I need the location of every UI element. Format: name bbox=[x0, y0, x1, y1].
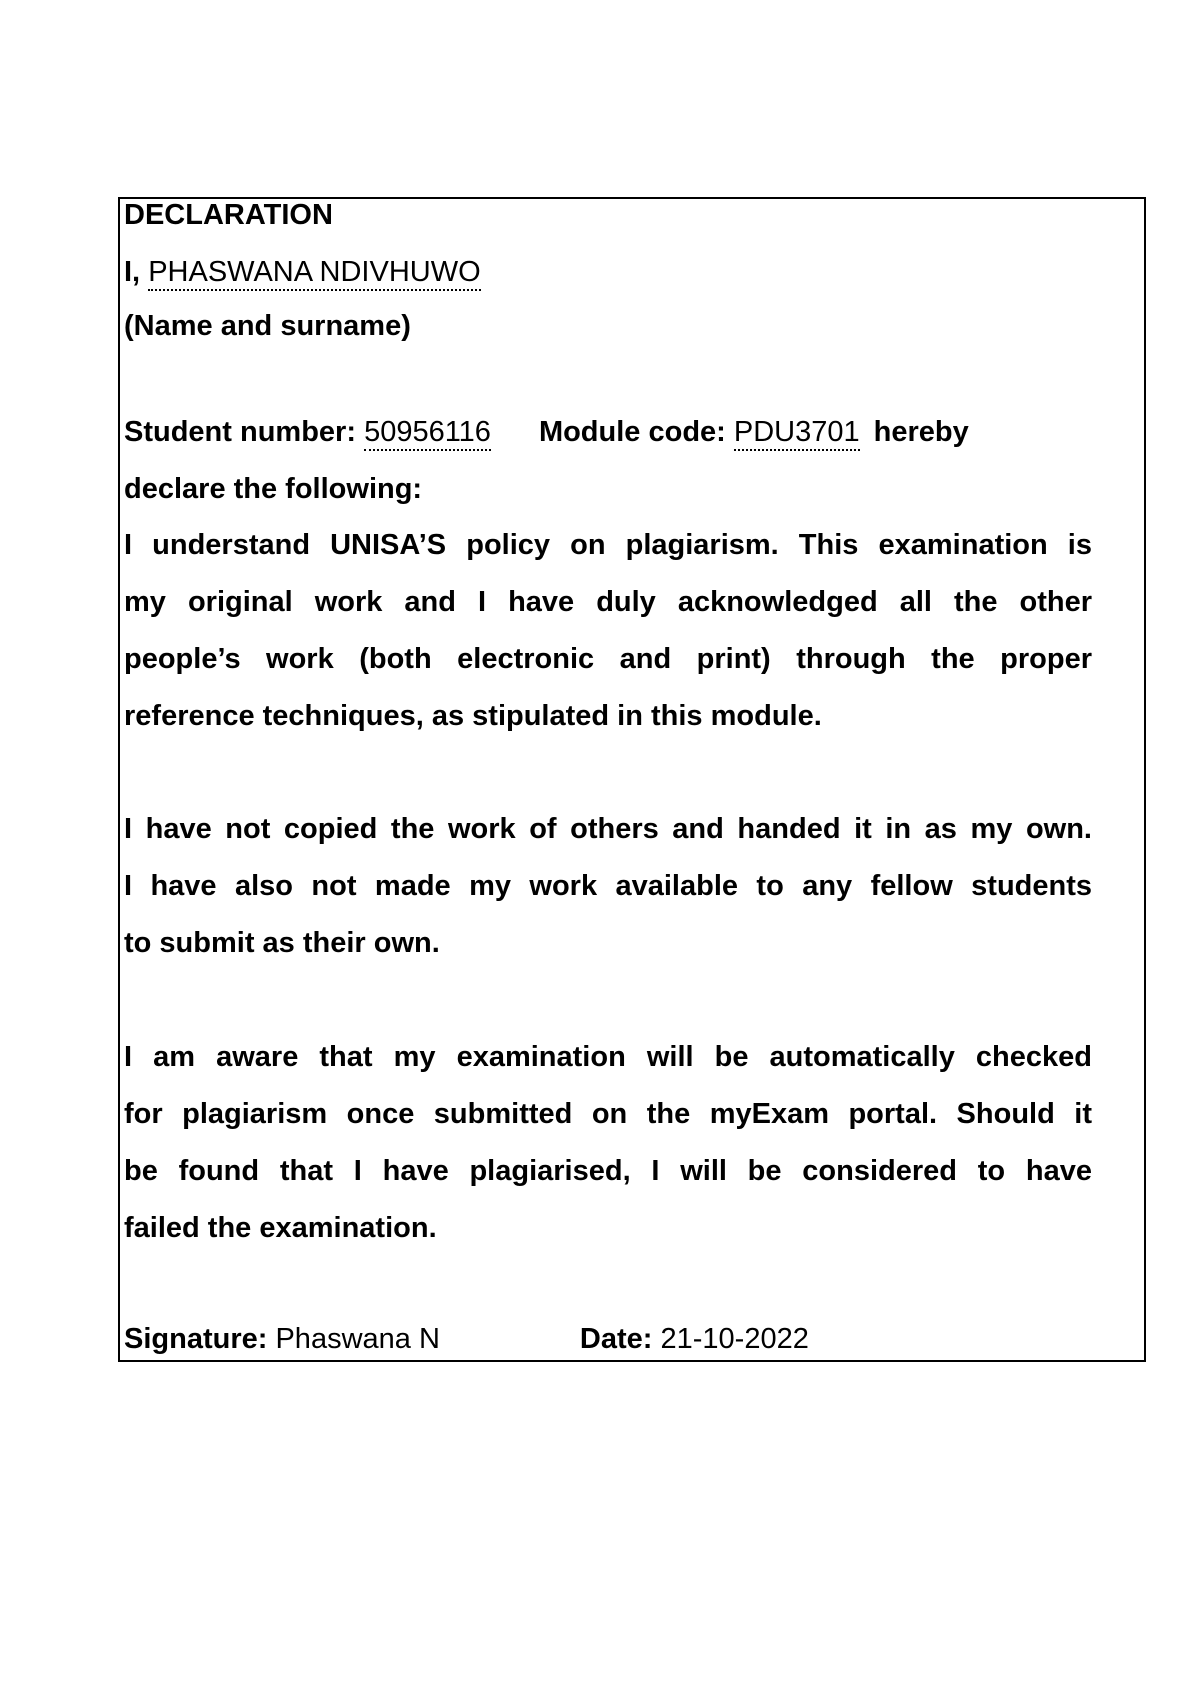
paragraph3-line: be found that I have plagiarised, I will be considered to have bbox=[124, 1155, 1092, 1187]
declaration-box bbox=[118, 197, 1146, 1362]
signature-value: Phaswana N bbox=[275, 1323, 440, 1355]
declaration-title: DECLARATION bbox=[124, 199, 333, 231]
paragraph3-line: I am aware that my examination will be automatically checked bbox=[124, 1041, 1092, 1073]
name-line bbox=[124, 258, 481, 287]
date-value: 21-10-2022 bbox=[660, 1323, 809, 1355]
paragraph2-line: to submit as their own. bbox=[124, 927, 440, 959]
signature-label: Signature: bbox=[124, 1323, 268, 1355]
student-number-value: 50956116 bbox=[364, 416, 491, 451]
paragraph2-line: I have not copied the work of others and handed it in as my own. bbox=[124, 813, 1092, 845]
paragraph2-line: I have also not made my work available to any fellow students bbox=[124, 870, 1092, 902]
paragraph3-line: for plagiarism once submitted on the myExam portal. Should it bbox=[124, 1098, 1092, 1130]
paragraph1-line: I understand UNISA’S policy on plagiarism. This examination is bbox=[124, 529, 1092, 561]
hereby-text: hereby bbox=[873, 416, 969, 448]
paragraph1-line: people’s work (both electronic and print) through the proper bbox=[124, 643, 1092, 675]
paragraph3-line: failed the examination. bbox=[124, 1212, 437, 1244]
student-module-line bbox=[124, 418, 969, 447]
date-label: Date: bbox=[579, 1323, 653, 1355]
paragraph1-line: reference techniques, as stipulated in this module. bbox=[124, 700, 822, 732]
module-code-label: Module code: bbox=[538, 416, 726, 448]
signature-date-line bbox=[124, 1325, 809, 1354]
name-prefix: I, bbox=[124, 256, 141, 288]
student-name-value: PHASWANA NDIVHUWO bbox=[148, 256, 480, 291]
name-hint: (Name and surname) bbox=[124, 310, 411, 342]
module-code-value: PDU3701 bbox=[734, 416, 860, 451]
paragraph1-line: my original work and I have duly acknowledged all the other bbox=[124, 586, 1092, 618]
declare-following: declare the following: bbox=[124, 473, 423, 505]
student-number-label: Student number: bbox=[124, 416, 356, 448]
